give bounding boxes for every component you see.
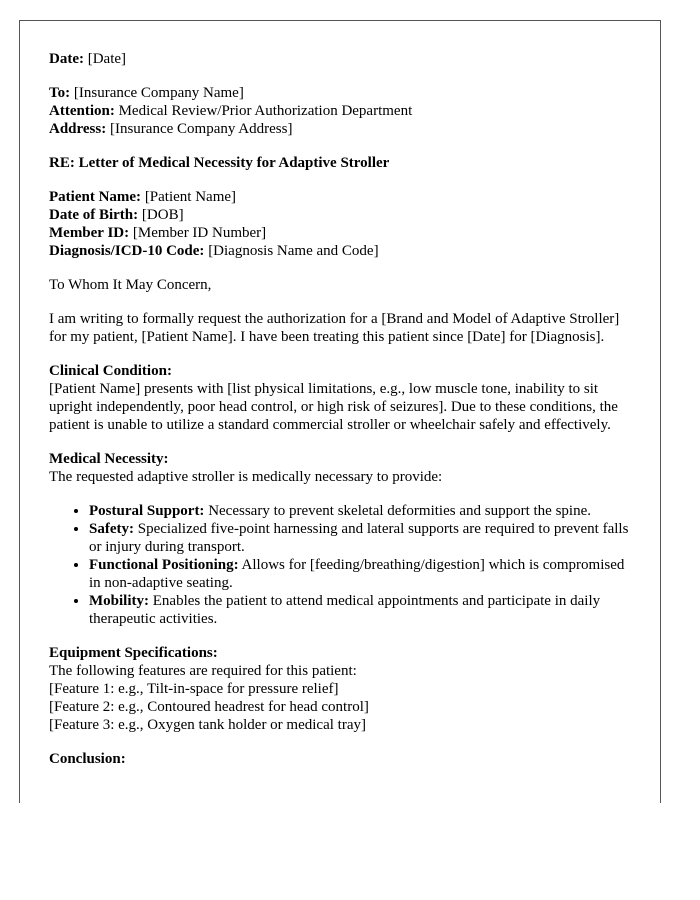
- diagnosis-label: Diagnosis/ICD-10 Code:: [49, 243, 205, 259]
- patient-name-line: [49, 188, 639, 206]
- patient-name-label: Patient Name:: [49, 189, 142, 205]
- clinical-section: [49, 362, 639, 434]
- letter-content: [49, 50, 639, 784]
- to-value: [Insurance Company Name]: [73, 85, 244, 101]
- member-id-label: Member ID:: [49, 225, 130, 241]
- diagnosis-value: [Diagnosis Name and Code]: [208, 243, 379, 259]
- clinical-body: [Patient Name] presents with [list physical limitations, e.g., low muscle tone, inability to sit upright independently, poor head control, or high risk of seizures]. Due to these conditions, the patient is unable to utilize a standard commercial stroller or wheelchair safely and effectively.: [49, 381, 618, 433]
- dob-line: [49, 206, 639, 224]
- dob-value: [DOB]: [141, 207, 184, 223]
- necessity-intro: The requested adaptive stroller is medically necessary to provide:: [49, 469, 443, 485]
- list-item-text: Allows for [feeding/breathing/digestion] which is compromised in non-adaptive seating.: [89, 557, 625, 591]
- address-label: Address:: [49, 121, 107, 137]
- list-item: [89, 556, 639, 592]
- feature-line: [Feature 1: e.g., Tilt-in-space for pressure relief]: [49, 681, 339, 697]
- intro-paragraph: I am writing to formally request the authorization for a [Brand and Model of Adaptive Stroller] for my patient, [Patient Name]. I have been treating this patient since [Date] for [Diagnosis].: [49, 311, 620, 345]
- list-item: [89, 520, 639, 556]
- list-item: [89, 592, 639, 628]
- subject-line: [49, 154, 639, 172]
- necessity-list: [49, 502, 639, 628]
- feature-line: [Feature 3: e.g., Oxygen tank holder or medical tray]: [49, 717, 366, 733]
- date-block: [49, 50, 639, 68]
- date-label: Date:: [49, 51, 84, 67]
- list-item-label: Functional Positioning:: [89, 557, 239, 573]
- necessity-section: [49, 450, 639, 486]
- feature-line: [Feature 2: e.g., Contoured headrest for head control]: [49, 699, 369, 715]
- list-item-label: Mobility:: [89, 593, 149, 609]
- to-label: To:: [49, 85, 71, 101]
- clinical-heading: Clinical Condition:: [49, 363, 172, 379]
- attention-label: Attention:: [49, 103, 115, 119]
- conclusion-heading: Conclusion:: [49, 751, 126, 767]
- date-line: [49, 50, 639, 68]
- equipment-heading: Equipment Specifications:: [49, 645, 218, 661]
- list-item-text: Specialized five-point harnessing and lateral supports are required to prevent falls or injury during transport.: [89, 521, 629, 555]
- list-item-text: Necessary to prevent skeletal deformities and support the spine.: [208, 503, 591, 519]
- list-item-label: Safety:: [89, 521, 134, 537]
- salutation: To Whom It May Concern,: [49, 277, 212, 293]
- subject-text: RE: Letter of Medical Necessity for Adaptive Stroller: [49, 155, 390, 171]
- equipment-section: [49, 644, 639, 734]
- patient-block: [49, 188, 639, 260]
- list-item: [89, 502, 639, 520]
- patient-name-value: [Patient Name]: [144, 189, 237, 205]
- date-value: [Date]: [87, 51, 127, 67]
- dob-label: Date of Birth:: [49, 207, 139, 223]
- conclusion-section: [49, 750, 639, 768]
- address-value: [Insurance Company Address]: [109, 121, 293, 137]
- address-line: [49, 120, 639, 138]
- member-id-line: [49, 224, 639, 242]
- list-item-label: Postural Support:: [89, 503, 205, 519]
- letter-page: [19, 20, 661, 803]
- attention-value: Medical Review/Prior Authorization Department: [118, 103, 413, 119]
- to-line: [49, 84, 639, 102]
- member-id-value: [Member ID Number]: [132, 225, 267, 241]
- recipient-block: [49, 84, 639, 138]
- list-item-text: Enables the patient to attend medical appointments and participate in daily therapeutic activities.: [89, 593, 601, 627]
- diagnosis-line: [49, 242, 639, 260]
- attention-line: [49, 102, 639, 120]
- necessity-heading: Medical Necessity:: [49, 451, 169, 467]
- equipment-intro: The following features are required for this patient:: [49, 663, 357, 679]
